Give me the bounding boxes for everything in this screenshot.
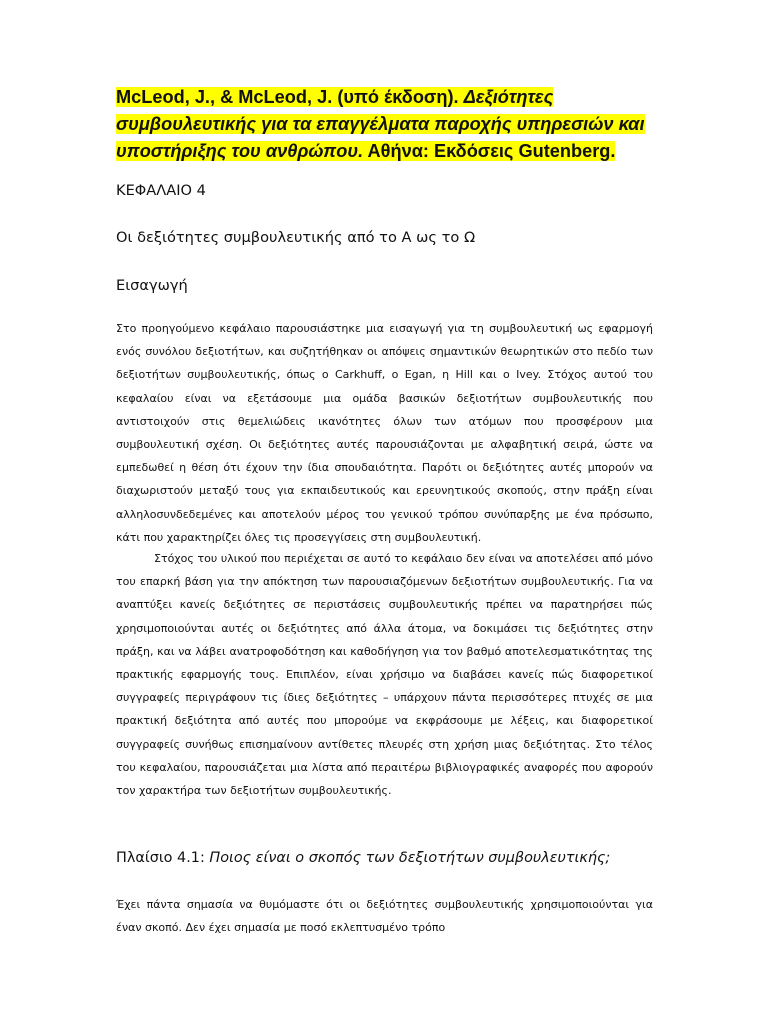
chapter-title: Οι δεξιότητες συμβουλευτικής από το Α ως το Ω (116, 229, 476, 246)
paragraph-2: Στόχος του υλικού που περιέχεται σε αυτό το κεφάλαιο δεν είναι να αποτελέσει από μόνο του επαρκή βάση για την απόκτηση των παρουσιαζόμενων δεξιοτήτων συμβουλευτικής. Για να αναπτύξει κανείς δεξιότητες σε περιστάσεις συμβουλευτικής πρέπει να παρατηρήσει πώς χρησιμοποιούνται αυτές οι δεξιότητες από άλλα άτομα, να δοκιμάσει τις δεξιότητες στην πράξη, και να λάβει ανατροφοδότηση και καθοδήγηση για τον βαθμό αποτελεσματικότητας της πρακτικής εφαρμογής τους. Επιπλέον, είναι χρήσιμο να διαβάσει κανείς πώς διαφορετικοί συγγραφείς περιγράφουν τις ίδιες δεξιότητες – υπάρχουν πάντα περισσότερες πτυχές σε μια πρακτική δεξιότητα από αυτές που μπορούμε να εκφράσουμε με λέξεις, και διαφορετικοί συγγραφείς συνήθως επισημαίνουν αντίθετες πλευρές στη χρήση μιας δεξιότητας. Στο τέλος του κεφαλαίου, παρουσιάζεται μια λίστα από περαιτέρω βιβλιογραφικές αναφορές που αφορούν τον χαρακτήρα των δεξιοτήτων συμβουλευτικής. (116, 552, 653, 798)
box-paragraph: Έχει πάντα σημασία να θυμόμαστε ότι οι δεξιότητες συμβουλευτικής χρησιμοποιούνται για έναν σκοπό. Δεν έχει σημασία με ποσό εκλεπτυσμένο τρόπο (116, 898, 653, 935)
citation-publisher: Αθήνα: Εκδόσεις Gutenberg. (363, 141, 616, 161)
intro-heading: Εισαγωγή (116, 277, 188, 294)
box-title: Ποιος είναι ο σκοπός των δεξιοτήτων συμβουλευτικής; (209, 850, 611, 866)
citation-book-title: Δεξιότητες συμβουλευτικής για τα επαγγέλματα παροχής υπηρεσιών και υποστήριξης του ανθρώπου. (116, 87, 645, 161)
citation-authors: McLeod, J., & McLeod, J. (υπό έκδοση). (116, 87, 464, 107)
box-label: Πλαίσιο 4.1: (116, 850, 210, 866)
box-heading (116, 850, 610, 866)
paragraph-1: Στο προηγούμενο κεφάλαιο παρουσιάστηκε μια εισαγωγή για τη συμβουλευτική ως εφαρμογή ενός συνόλου δεξιοτήτων, και συζητήθηκαν οι απόψεις σημαντικών θεωρητικών στο πεδίο των δεξιοτήτων συμβουλευτικής, όπως ο Carkhuff, ο Egan, η Hill και ο Ivey. Στόχος αυτού του κεφαλαίου είναι να εξετάσουμε μια ομάδα βασικών δεξιοτήτων συμβουλευτικής που αντιστοιχούν στις θεμελιώδεις ικανότητες όλων των ατόμων που προσφέρουν μια συμβουλευτική σχέση. Οι δεξιότητες αυτές παρουσιάζονται με αλφαβητική σειρά, ώστε να εμπεδωθεί η θέση ότι έχουν την ίδια σπουδαιότητα. Παρότι οι δεξιότητες αυτές μπορούν να διαχωριστούν μεταξύ τους για εκπαιδευτικούς και ερευνητικούς σκοπούς, στην πράξη είναι αλληλοσυνδεδεμένες και αποτελούν μέρος του γενικού τρόπου συνύπαρξης με ένα πρόσωπο, κάτι που χαρακτηρίζει όλες τις προσεγγίσεις στη συμβουλευτική. (116, 322, 653, 544)
book-citation (116, 84, 661, 165)
chapter-number: ΚΕΦΑΛΑΙΟ 4 (116, 182, 206, 199)
